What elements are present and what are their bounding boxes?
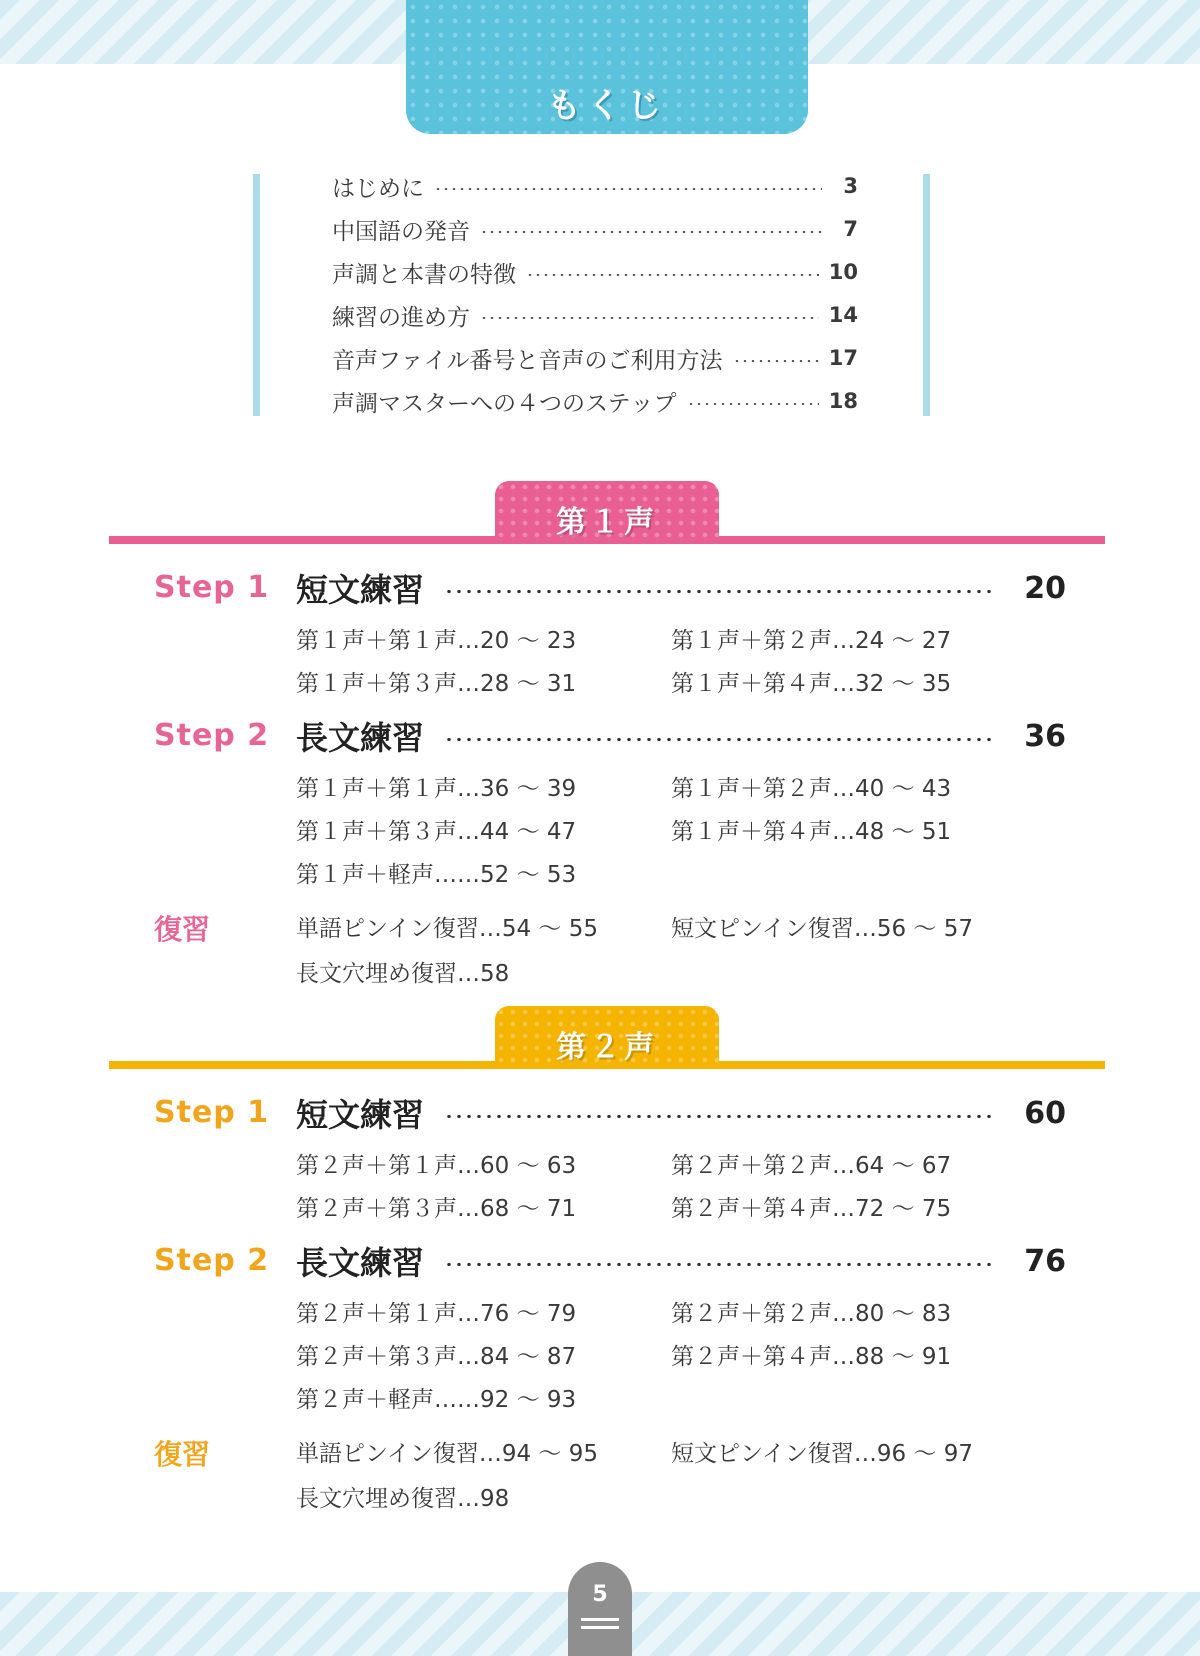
- step-entry[interactable]: [296, 1239, 1066, 1283]
- step-leader-dots: [444, 1115, 994, 1118]
- toc-entry-label: 中国語の発音: [332, 218, 470, 245]
- step-name: 長文練習: [296, 1244, 425, 1282]
- toc-entry[interactable]: [332, 340, 858, 376]
- review-label: 復習: [154, 913, 211, 946]
- step-name: 長文練習: [296, 719, 425, 757]
- sub-entry[interactable]: 第１声＋第２声…40 ～ 43: [671, 776, 952, 802]
- page-title: もくじ: [547, 86, 667, 126]
- title-tab: [406, 0, 808, 134]
- sub-entry[interactable]: 第２声＋第３声…84 ～ 87: [296, 1344, 577, 1370]
- step-page: 20: [1024, 570, 1066, 606]
- review-label: 復習: [154, 1438, 211, 1471]
- sub-entry[interactable]: 第１声＋第３声…44 ～ 47: [296, 819, 577, 845]
- toc-entry[interactable]: [332, 297, 858, 333]
- sub-entry[interactable]: 第１声＋第２声…24 ～ 27: [671, 628, 952, 654]
- step-entry[interactable]: [296, 566, 1066, 610]
- toc-entry-page: 10: [828, 260, 858, 284]
- sub-entry[interactable]: 第２声＋軽声……92 ～ 93: [296, 1387, 577, 1413]
- section-tab-tone1: [495, 481, 719, 543]
- section-title: 第１声: [556, 505, 658, 540]
- sub-entry[interactable]: 第２声＋第１声…76 ～ 79: [296, 1301, 577, 1327]
- toc-entry-page: 17: [828, 346, 858, 370]
- review-entry[interactable]: 単語ピンイン復習…54 ～ 55: [296, 916, 599, 942]
- review-entry[interactable]: 短文ピンイン復習…56 ～ 57: [671, 916, 974, 942]
- sub-entry[interactable]: 第１声＋軽声……52 ～ 53: [296, 862, 577, 888]
- toc-entry-label: はじめに: [332, 175, 424, 202]
- sub-entry[interactable]: 第１声＋第４声…32 ～ 35: [671, 671, 952, 697]
- sub-entry[interactable]: 第２声＋第３声…68 ～ 71: [296, 1196, 577, 1222]
- step-page: 76: [1024, 1243, 1066, 1279]
- toc-entry-page: 18: [828, 389, 858, 413]
- section-tab-tone2: [495, 1006, 719, 1068]
- toc-left-bar: [253, 174, 260, 416]
- step-label: Step 1: [154, 1095, 270, 1130]
- step-name: 短文練習: [296, 571, 425, 609]
- page-tab-line: [581, 1626, 619, 1629]
- toc-leader-dots: [434, 188, 822, 190]
- page-number: 5: [592, 1582, 608, 1607]
- step-label: Step 2: [154, 718, 270, 753]
- section-title: 第２声: [556, 1030, 658, 1065]
- toc-entry[interactable]: [332, 168, 858, 204]
- toc-leader-dots: [687, 403, 819, 405]
- step-leader-dots: [444, 590, 994, 593]
- toc-leader-dots: [733, 360, 819, 362]
- review-entry[interactable]: 長文穴埋め復習…58: [296, 961, 510, 987]
- review-entry[interactable]: 短文ピンイン復習…96 ～ 97: [671, 1441, 974, 1467]
- toc-entry-label: 音声ファイル番号と音声のご利用方法: [332, 347, 723, 374]
- page-tab-line: [581, 1618, 619, 1621]
- sub-entry[interactable]: 第１声＋第１声…20 ～ 23: [296, 628, 577, 654]
- step-leader-dots: [444, 738, 994, 741]
- toc-entry[interactable]: [332, 383, 858, 419]
- toc-entry[interactable]: [332, 254, 858, 290]
- toc-leader-dots: [480, 231, 822, 233]
- toc-entry-page: 3: [843, 174, 858, 198]
- page-number-tab: [568, 1562, 632, 1656]
- step-page: 60: [1024, 1095, 1066, 1131]
- toc-entry-label: 声調と本書の特徴: [332, 261, 516, 288]
- sub-entry[interactable]: 第２声＋第４声…72 ～ 75: [671, 1196, 952, 1222]
- step-entry[interactable]: [296, 1091, 1066, 1135]
- step-leader-dots: [444, 1263, 994, 1266]
- toc-entry-label: 練習の進め方: [332, 304, 470, 331]
- sub-entry[interactable]: 第２声＋第１声…60 ～ 63: [296, 1153, 577, 1179]
- sub-entry[interactable]: 第２声＋第４声…88 ～ 91: [671, 1344, 952, 1370]
- step-label: Step 1: [154, 570, 270, 605]
- step-name: 短文練習: [296, 1096, 425, 1134]
- review-entry[interactable]: 長文穴埋め復習…98: [296, 1486, 510, 1512]
- toc-leader-dots: [526, 274, 819, 276]
- sub-entry[interactable]: 第１声＋第４声…48 ～ 51: [671, 819, 952, 845]
- step-page: 36: [1024, 718, 1066, 754]
- step-entry[interactable]: [296, 714, 1066, 758]
- sub-entry[interactable]: 第１声＋第３声…28 ～ 31: [296, 671, 577, 697]
- sub-entry[interactable]: 第２声＋第２声…80 ～ 83: [671, 1301, 952, 1327]
- step-label: Step 2: [154, 1243, 270, 1278]
- sub-entry[interactable]: 第１声＋第１声…36 ～ 39: [296, 776, 577, 802]
- toc-entry-label: 声調マスターへの４つのステップ: [332, 390, 677, 417]
- sub-entry[interactable]: 第２声＋第２声…64 ～ 67: [671, 1153, 952, 1179]
- toc-right-bar: [923, 174, 930, 416]
- toc-entry-page: 7: [843, 217, 858, 241]
- toc-entry[interactable]: [332, 211, 858, 247]
- toc-leader-dots: [480, 317, 819, 319]
- review-entry[interactable]: 単語ピンイン復習…94 ～ 95: [296, 1441, 599, 1467]
- toc-entry-page: 14: [828, 303, 858, 327]
